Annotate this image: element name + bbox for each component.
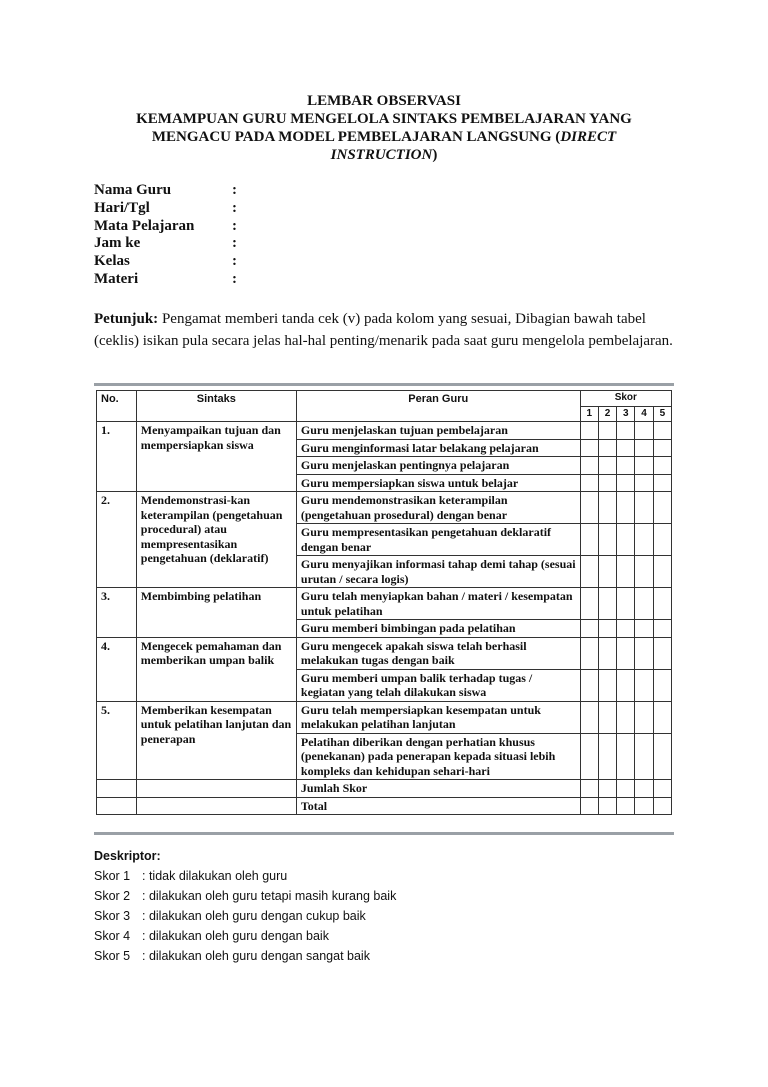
skor-cell-2[interactable] [598, 780, 616, 798]
observation-table-image [94, 383, 674, 835]
skor-cell-5[interactable] [653, 439, 671, 457]
table-row [97, 422, 672, 440]
table-row [97, 637, 672, 669]
skor-cell-2[interactable] [598, 422, 616, 440]
skor-cell-5[interactable] [653, 669, 671, 701]
skor-cell-3[interactable] [617, 701, 635, 733]
skor-cell-1[interactable] [580, 492, 598, 524]
instruction-label: Petunjuk: [94, 311, 159, 327]
skor-cell-3[interactable] [617, 588, 635, 620]
skor-cell-1[interactable] [580, 588, 598, 620]
descriptor-row [94, 946, 396, 966]
descriptor-row [94, 926, 396, 946]
descriptor-section [94, 846, 396, 966]
peran-guru-cell: Guru mempersiapkan siswa untuk belajar [296, 474, 580, 492]
peran-guru-cell: Guru menjelaskan tujuan pembelajaran [296, 422, 580, 440]
skor-cell-5[interactable] [653, 620, 671, 638]
row-number: 4. [97, 637, 137, 701]
skor-cell-1[interactable] [580, 422, 598, 440]
document-title [100, 92, 668, 164]
peran-guru-cell: Guru mempresentasikan pengetahuan deklaratif dengan benar [296, 524, 580, 556]
field-label: Kelas [94, 253, 130, 270]
descriptor-row [94, 886, 396, 906]
skor-cell-5[interactable] [653, 556, 671, 588]
skor-cell-5[interactable] [653, 457, 671, 475]
skor-cell-2[interactable] [598, 669, 616, 701]
skor-cell-1[interactable] [580, 457, 598, 475]
skor-cell-3[interactable] [617, 797, 635, 815]
skor-cell-5[interactable] [653, 422, 671, 440]
descriptor-text: : tidak dilakukan oleh guru [142, 869, 288, 883]
descriptor-text: : dilakukan oleh guru dengan baik [142, 929, 329, 943]
skor-cell-3[interactable] [617, 439, 635, 457]
total-label: Total [296, 797, 580, 815]
skor-cell-4[interactable] [635, 474, 653, 492]
skor-cell-4[interactable] [635, 620, 653, 638]
title-line-3-italic: DIRECT [560, 129, 617, 145]
skor-cell-4[interactable] [635, 588, 653, 620]
skor-cell-3[interactable] [617, 620, 635, 638]
descriptor-row [94, 906, 396, 926]
skor-cell-3[interactable] [617, 474, 635, 492]
field-label: Mata Pelajaran [94, 217, 195, 234]
skor-cell-3[interactable] [617, 524, 635, 556]
skor-cell-2[interactable] [598, 556, 616, 588]
row-number [97, 797, 137, 815]
peran-guru-cell: Guru memberi umpan balik terhadap tugas / kegiatan yang telah dilakukan siswa [296, 669, 580, 701]
descriptor-label: Skor 2 [94, 889, 131, 903]
sintaks-cell: Mengecek pemahaman dan memberikan umpan balik [136, 637, 296, 701]
skor-cell-4[interactable] [635, 422, 653, 440]
skor-cell-5[interactable] [653, 780, 671, 798]
skor-cell-1[interactable] [580, 701, 598, 733]
peran-guru-cell: Guru menginformasi latar belakang pelajaran [296, 439, 580, 457]
skor-cell-2[interactable] [598, 457, 616, 475]
field-colon: : [232, 253, 237, 270]
field-label: Hari/Tgl [94, 199, 150, 216]
skor-cell-3[interactable] [617, 422, 635, 440]
skor-cell-1[interactable] [580, 780, 598, 798]
skor-cell-5[interactable] [653, 492, 671, 524]
descriptor-label: Skor 1 [94, 869, 131, 883]
field-row [94, 182, 242, 200]
skor-cell-3[interactable] [617, 780, 635, 798]
skor-cell-3[interactable] [617, 492, 635, 524]
header-skor-4: 4 [635, 406, 653, 422]
title-line-4-suffix: ) [432, 147, 438, 163]
row-number: 2. [97, 492, 137, 588]
skor-cell-5[interactable] [653, 474, 671, 492]
field-label: Materi [94, 270, 139, 287]
skor-cell-1[interactable] [580, 524, 598, 556]
skor-cell-5[interactable] [653, 733, 671, 780]
skor-cell-1[interactable] [580, 620, 598, 638]
field-colon: : [232, 270, 237, 287]
skor-cell-2[interactable] [598, 733, 616, 780]
skor-cell-1[interactable] [580, 733, 598, 780]
skor-cell-1[interactable] [580, 669, 598, 701]
skor-cell-2[interactable] [598, 701, 616, 733]
sintaks-cell [136, 797, 296, 815]
skor-cell-4[interactable] [635, 780, 653, 798]
descriptor-row [94, 866, 396, 886]
skor-cell-4[interactable] [635, 733, 653, 780]
skor-cell-3[interactable] [617, 457, 635, 475]
skor-cell-2[interactable] [598, 637, 616, 669]
descriptor-text: : dilakukan oleh guru dengan cukup baik [142, 909, 366, 923]
skor-cell-1[interactable] [580, 637, 598, 669]
skor-cell-5[interactable] [653, 524, 671, 556]
table-header-row [97, 391, 672, 407]
field-row [94, 271, 242, 289]
title-line-3 [100, 128, 668, 146]
peran-guru-cell: Guru mengecek apakah siswa telah berhasil melakukan tugas dengan baik [296, 637, 580, 669]
skor-cell-4[interactable] [635, 701, 653, 733]
title-line-4 [100, 146, 668, 164]
skor-cell-4[interactable] [635, 556, 653, 588]
instruction-paragraph [94, 308, 674, 352]
skor-cell-1[interactable] [580, 474, 598, 492]
sintaks-cell: Memberikan kesempatan untuk pelatihan lanjutan dan penerapan [136, 701, 296, 780]
header-peran: Peran Guru [296, 391, 580, 422]
descriptor-title: Deskriptor: [94, 849, 161, 863]
title-line-1: LEMBAR OBSERVASI [307, 93, 461, 109]
skor-cell-3[interactable] [617, 637, 635, 669]
identity-fields [94, 182, 242, 289]
instruction-text: Pengamat memberi tanda cek (v) pada kolom yang sesuai, Dibagian bawah tabel (ceklis) isikan pula secara jelas hal-hal penting/menarik pada saat guru mengelola pembelajaran. [94, 311, 673, 349]
skor-cell-5[interactable] [653, 701, 671, 733]
skor-cell-2[interactable] [598, 474, 616, 492]
skor-cell-1[interactable] [580, 439, 598, 457]
field-row [94, 218, 242, 236]
title-line-4-italic: INSTRUCTION [330, 147, 433, 163]
field-colon: : [232, 199, 237, 216]
skor-cell-2[interactable] [598, 439, 616, 457]
jumlah-skor-label: Jumlah Skor [296, 780, 580, 798]
field-row [94, 253, 242, 271]
table-row [97, 780, 672, 798]
field-label: Nama Guru [94, 182, 172, 198]
title-line-2: KEMAMPUAN GURU MENGELOLA SINTAKS PEMBELAJARAN YANG [136, 111, 632, 127]
descriptor-label: Skor 3 [94, 909, 131, 923]
skor-cell-4[interactable] [635, 669, 653, 701]
skor-cell-4[interactable] [635, 637, 653, 669]
title-line-3-text: MENGACU PADA MODEL PEMBELAJARAN LANGSUNG ( [151, 129, 561, 145]
skor-cell-5[interactable] [653, 588, 671, 620]
header-sintaks: Sintaks [136, 391, 296, 422]
table-row [97, 701, 672, 733]
skor-cell-4[interactable] [635, 524, 653, 556]
descriptor-label: Skor 5 [94, 949, 131, 963]
sintaks-cell: Membimbing pelatihan [136, 588, 296, 638]
field-label: Jam ke [94, 235, 141, 252]
skor-cell-3[interactable] [617, 556, 635, 588]
skor-cell-5[interactable] [653, 637, 671, 669]
skor-cell-2[interactable] [598, 797, 616, 815]
field-colon: : [232, 182, 237, 198]
peran-guru-cell: Guru menjelaskan pentingnya pelajaran [296, 457, 580, 475]
row-number: 3. [97, 588, 137, 638]
table-row [97, 588, 672, 620]
header-skor-1: 1 [580, 406, 598, 422]
table-row [97, 797, 672, 815]
header-skor: Skor [580, 391, 671, 407]
peran-guru-cell: Guru mendemonstrasikan keterampilan (pengetahuan prosedural) dengan benar [296, 492, 580, 524]
row-number: 1. [97, 422, 137, 492]
skor-cell-3[interactable] [617, 733, 635, 780]
peran-guru-cell: Pelatihan diberikan dengan perhatian khusus (penekanan) pada penerapan kepada situasi lebih kompleks dan kehidupan sehari-hari [296, 733, 580, 780]
skor-cell-2[interactable] [598, 620, 616, 638]
skor-cell-2[interactable] [598, 492, 616, 524]
sintaks-cell: Menyampaikan tujuan dan mempersiapkan siswa [136, 422, 296, 492]
descriptor-text: : dilakukan oleh guru tetapi masih kurang baik [142, 889, 397, 903]
peran-guru-cell: Guru telah menyiapkan bahan / materi / kesempatan untuk pelatihan [296, 588, 580, 620]
skor-cell-5[interactable] [653, 797, 671, 815]
skor-cell-1[interactable] [580, 797, 598, 815]
header-no: No. [97, 391, 137, 422]
field-row [94, 235, 242, 253]
field-colon: : [232, 217, 237, 234]
header-skor-2: 2 [598, 406, 616, 422]
field-colon: : [232, 235, 237, 252]
peran-guru-cell: Guru menyajikan informasi tahap demi tahap (sesuai urutan / secara logis) [296, 556, 580, 588]
skor-cell-4[interactable] [635, 492, 653, 524]
skor-cell-1[interactable] [580, 556, 598, 588]
row-number: 5. [97, 701, 137, 780]
peran-guru-cell: Guru telah mempersiapkan kesempatan untuk melakukan pelatihan lanjutan [296, 701, 580, 733]
observation-table [96, 390, 672, 815]
header-skor-5: 5 [653, 406, 671, 422]
field-row [94, 200, 242, 218]
descriptor-label: Skor 4 [94, 929, 131, 943]
skor-cell-4[interactable] [635, 797, 653, 815]
skor-cell-4[interactable] [635, 457, 653, 475]
skor-cell-4[interactable] [635, 439, 653, 457]
peran-guru-cell: Guru memberi bimbingan pada pelatihan [296, 620, 580, 638]
row-number [97, 780, 137, 798]
skor-cell-2[interactable] [598, 588, 616, 620]
sintaks-cell [136, 780, 296, 798]
table-row [97, 492, 672, 524]
header-skor-3: 3 [617, 406, 635, 422]
descriptor-text: : dilakukan oleh guru dengan sangat baik [142, 949, 370, 963]
skor-cell-2[interactable] [598, 524, 616, 556]
skor-cell-3[interactable] [617, 669, 635, 701]
sintaks-cell: Mendemonstrasi-kan keterampilan (pengetahuan procedural) atau mempresentasikan pengetahuan (deklaratif) [136, 492, 296, 588]
